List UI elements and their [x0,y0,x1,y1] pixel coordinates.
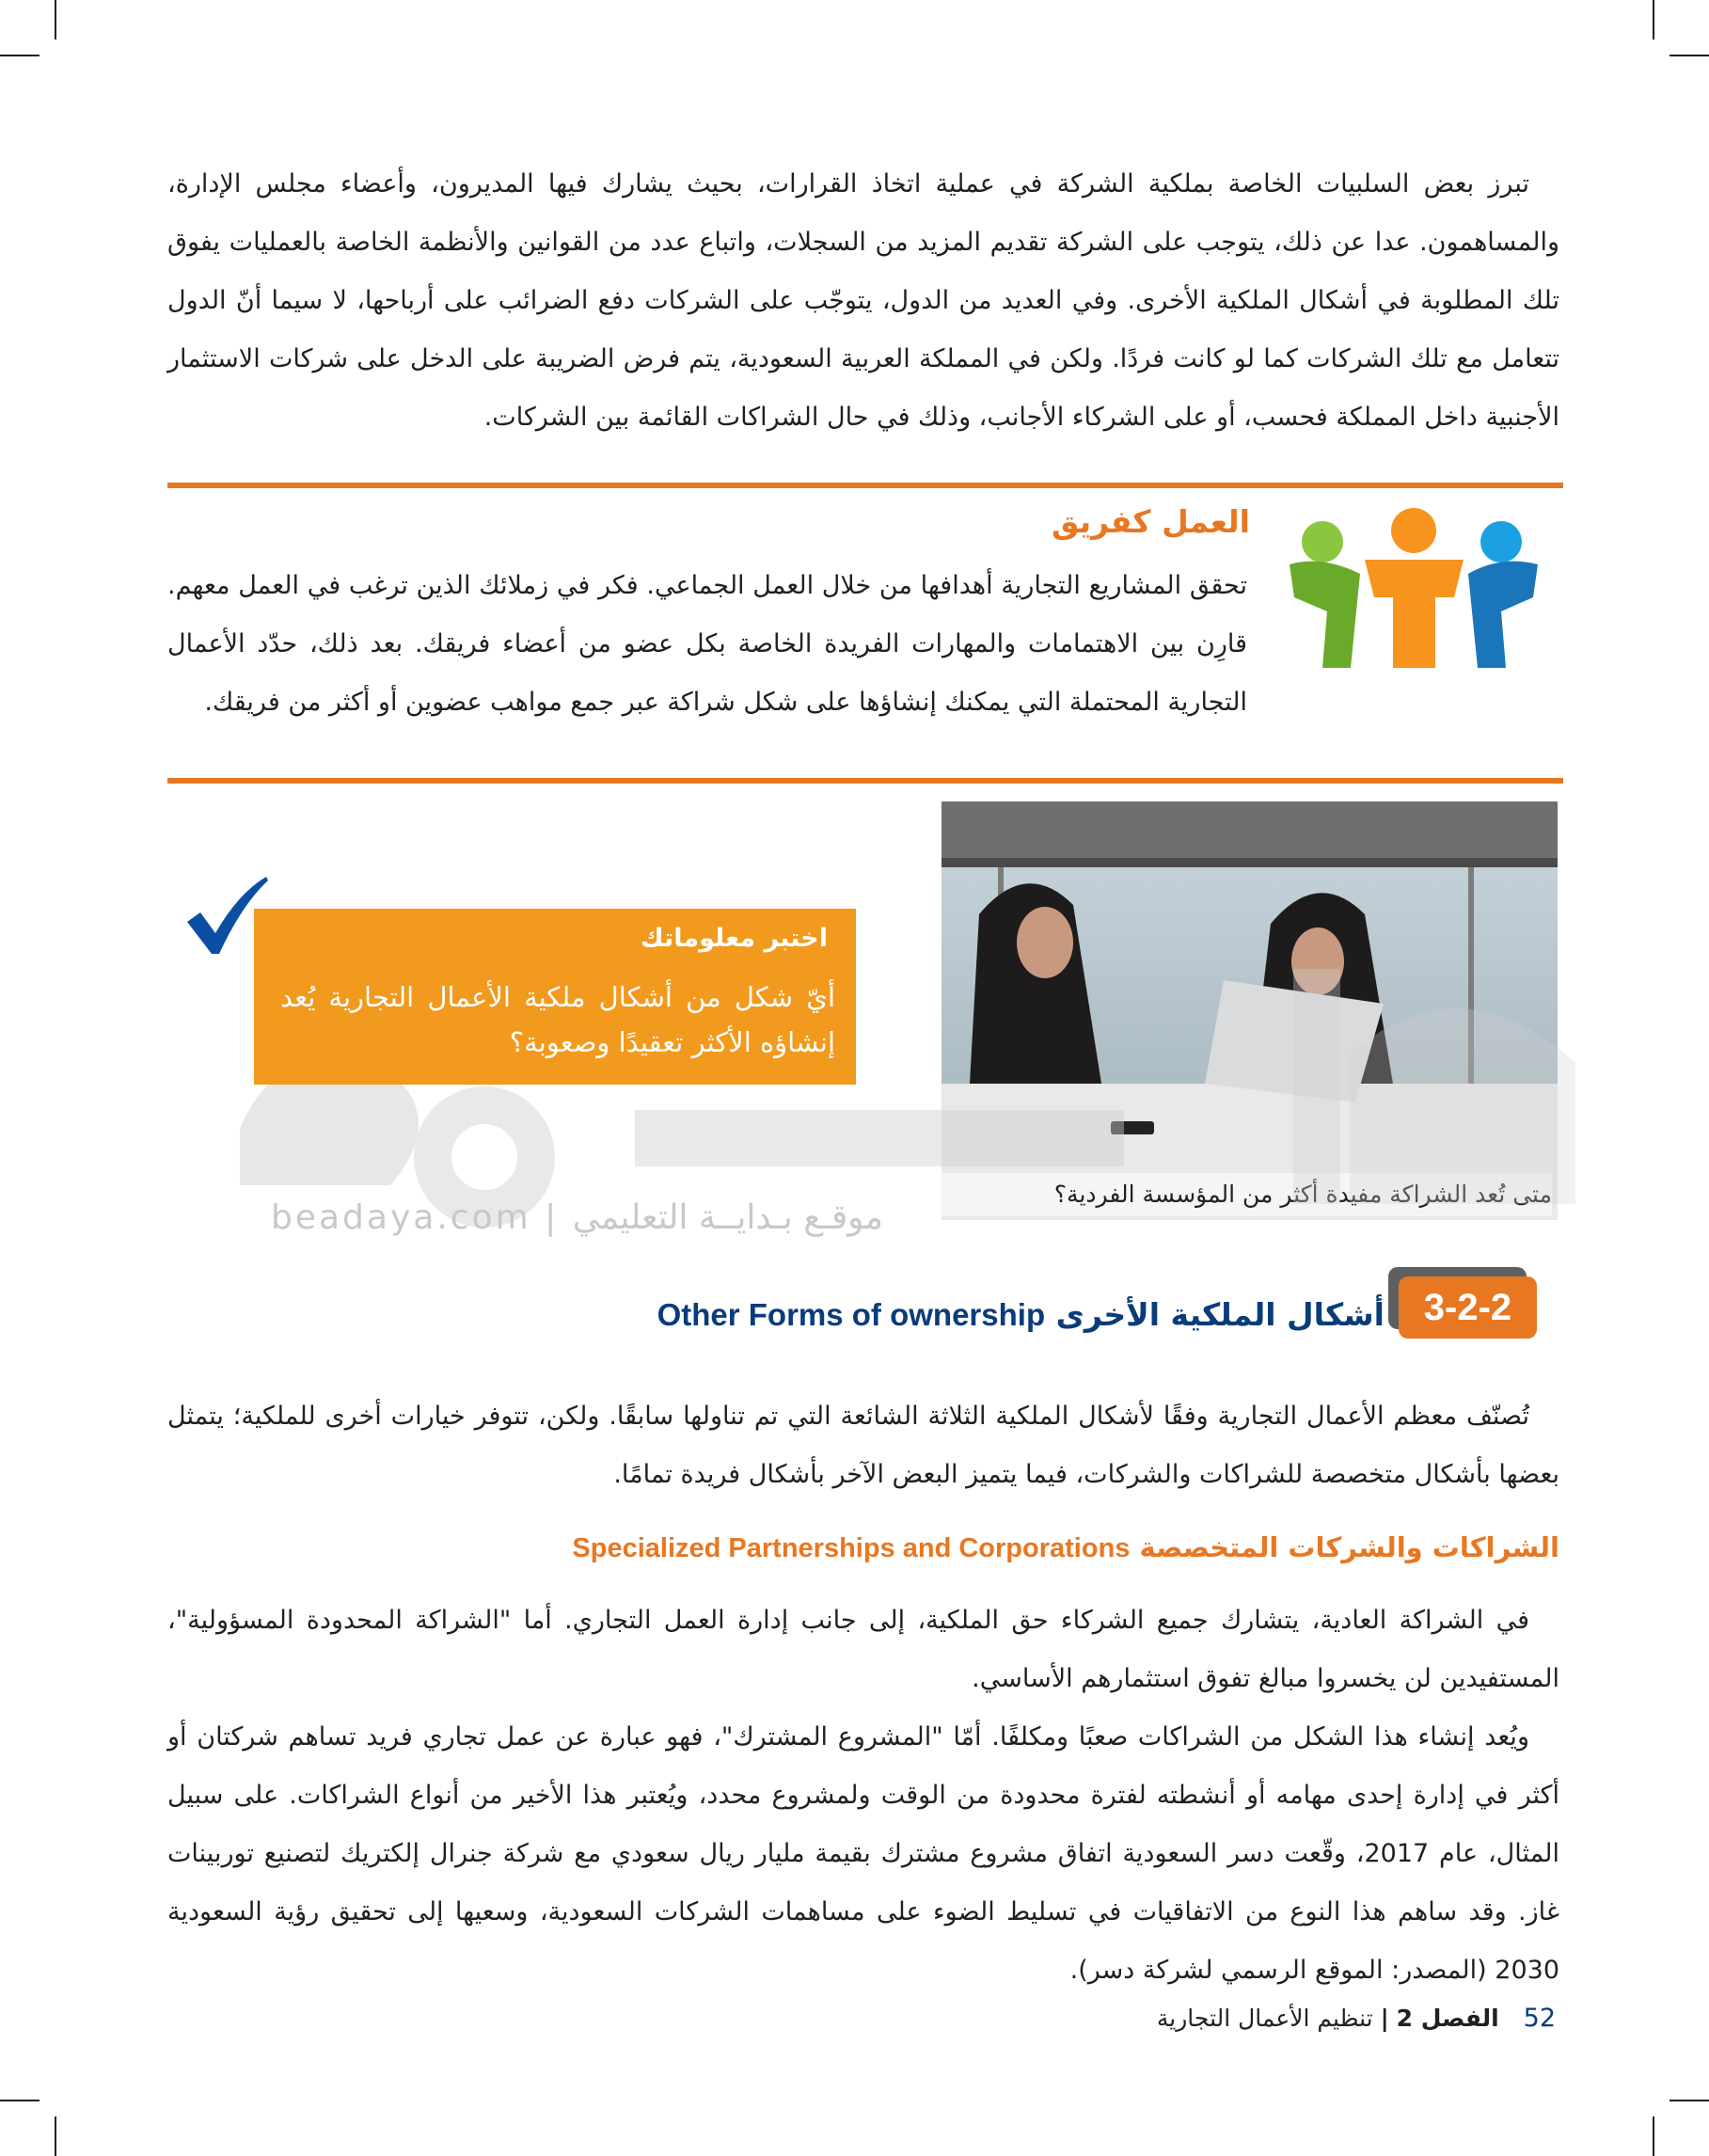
watermark-text: beadaya.com | موقـع بـدايــة التعليمي [271,1198,884,1237]
section-paragraph-text: تُصنّف معظم الأعمال التجارية وفقًا لأشكال الملكية الثلاثة الشائعة التي تم تناولها سابقًا. ولكن، تتوفر خيارات أخرى للملكية؛ يتمثل بعضها بأشكال متخصصة للشراكات والشركات، فيما يتميز البعض الآخر بأشكال فريدة تمامًا. [167,1402,1559,1489]
teamwork-people-icon [1285,508,1543,668]
subsection-paragraph-2: ويُعد إنشاء هذا الشكل من الشراكات صعبًا ومكلفًا. أمّا "المشروع المشترك"، فهو عبارة عن عمل تجاري فريد تساهم شركتان أو أكثر في إدارة إحدى مهامه أو أنشطته لفترة محدودة من الوقت ولمشروع محدد، ويُعتبر هذا الأخير من أنواع الشراكات. على سبيل المثال، عام 2017، وقّعت دسر السعودية اتفاق مشروع مشترك بقيمة مليار ريال سعودي مع شركة جنرال إلكتريك لتصنيع توربينات غاز. وقد ساهم هذا النوع من الاتفاقيات في تسليط الضوء على مساهمات الشركات السعودية، وسعيها إلى تحقيق رؤية السعودية 2030 (المصدر: الموقع الرسمي لشركة دسر). [167,1722,1559,1985]
teamwork-title: العمل كفريق [1051,503,1250,540]
photo-caption: متى تُعد الشراكة مفيدة أكثر من المؤسسة الفردية؟ [942,1173,1552,1216]
intro-paragraph [167,155,1559,447]
crop-mark [55,2116,56,2156]
crop-mark [1653,2116,1654,2156]
teamwork-body: تحقق المشاريع التجارية أهدافها من خلال العمل الجماعي. فكر في زملائك الذين ترغب في العمل معهم. قارِن بين الاهتمامات والمهارات الفريدة الخاصة بكل عضو من أعضاء فريقك. بعد ذلك، حدّد الأعمال التجارية المحتملة التي يمكنك إنشاؤها على شكل شراكة عبر جمع مواهب عضوين أو أكثر من فريقك. [167,571,1247,717]
chapter-title: تنظيم الأعمال التجارية [1156,2005,1373,2032]
intro-paragraph-text: تبرز بعض السلبيات الخاصة بملكية الشركة في عملية اتخاذ القرارات، بحيث يشارك فيها المديرون، وأعضاء مجلس الإدارة، والمساهمون. عدا عن ذلك، يتوجب على الشركة تقديم المزيد من السجلات، واتباع عدد من القوانين والأنظمة الخاصة بالعمليات يفوق تلك المطلوبة في أشكال الملكية الأخرى. وفي العديد من الدول، يتوجّب على الشركات دفع الضرائب على أرباحها، لا سيما أنّ الدول تتعامل مع تلك الشركات كما لو كانت فردًا. ولكن في المملكة العربية السعودية، يتم فرض الضريبة على الدخل على شركات الاستثمار الأجنبية داخل المملكة فحسب، أو على الشركاء الأجانب، وذلك في حال الشراكات القائمة بين الشركات. [167,169,1559,432]
section-title [657,1296,1385,1333]
quiz-title: اختبر معلوماتك [641,924,828,953]
quiz-box [254,909,856,1085]
subsection-title-en: Specialized Partnerships and Corporations [572,1533,1131,1563]
section-title-en: Other Forms of ownership [657,1297,1046,1332]
quiz-question: أيّ شكل من أشكال ملكية الأعمال التجارية يُعد إنشاؤه الأكثر تعقيدًا وصعوبة؟ [280,981,835,1058]
section-paragraph [167,1387,1559,1504]
meeting-photo [942,801,1558,1220]
crop-mark [1669,2100,1709,2101]
subsection-body [167,1592,1559,2000]
page-footer [1157,2004,1556,2033]
crop-mark [0,2100,40,2101]
section-number-badge: 3-2-2 [1399,1276,1537,1339]
crop-mark [1653,0,1654,40]
teamwork-bottom-rule [167,778,1563,784]
subsection-title-ar: الشراكات والشركات المتخصصة [1139,1531,1559,1563]
crop-mark [1669,55,1709,56]
teamwork-top-rule [167,483,1563,488]
footer-separator: | [1380,2005,1389,2032]
checkmark-icon [183,875,270,956]
subsection-paragraph-1: في الشراكة العادية، يتشارك جميع الشركاء حق الملكية، إلى جانب إدارة العمل التجاري. أما "الشراكة المحدودة المسؤولية"، المستفيدين لن يخسروا مبالغ تفوق استثمارهم الأساسي. [167,1606,1559,1693]
crop-mark [55,0,56,40]
section-title-ar: أشكال الملكية الأخرى [1055,1296,1385,1333]
subsection-title [572,1531,1559,1564]
crop-mark [0,55,40,56]
chapter-label: الفصل 2 [1396,2005,1499,2032]
page-number: 52 [1523,2004,1556,2033]
